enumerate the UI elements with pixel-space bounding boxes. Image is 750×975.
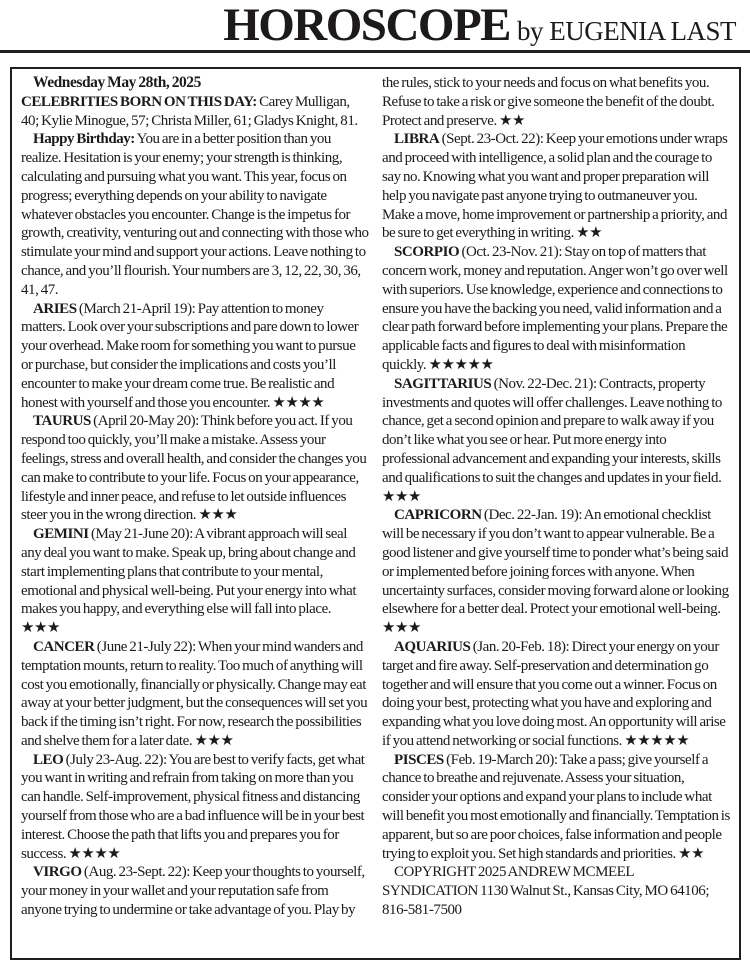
sign-name-capricorn: CAPRICORN [394, 507, 482, 524]
sign-libra [382, 130, 730, 243]
sign-pisces [382, 751, 730, 864]
virgo-text-left: (Aug. 23-Sept. 22): Keep your thoughts to yourself, your money in your wallet and your reputation safe from anyone trying to undermine or take advantage of you. Play by [21, 864, 365, 919]
page-title: HOROSCOPE [223, 0, 511, 51]
sign-aquarius [382, 638, 730, 751]
sign-text-scorpio: (Oct. 23-Nov. 21): Stay on top of matters that concern work, money and reputation. Anger won’t go over well with superiors. Use knowledge, experience and connections to ensure you have the backing you need, valid information and a clear path forward before implementing your plans. Prepare the applicable facts and figures to deal with misinformation quickly. ★★★★★ [382, 244, 728, 373]
virgo-text-right: the rules, stick to your needs and focus on what benefits you. Refuse to take a risk or give someone the benefit of the doubt. Protect and preserve. ★★ [382, 75, 715, 129]
sign-name-virgo: VIRGO [33, 864, 82, 881]
sign-leo [21, 751, 369, 864]
sign-name-aquarius: AQUARIUS [394, 638, 471, 655]
sign-text-aquarius: (Jan. 20-Feb. 18): Direct your energy on your target and fire away. Self-preservation and determination go together and will ensure that you come out a winner. Focus on doing your best, protecting what you have and exploring and expanding what you love doing most. An opportunity will arise if you attend networking or social functions. ★★★★★ [382, 638, 726, 749]
sign-name-scorpio: SCORPIO [394, 244, 460, 261]
sign-aries [21, 300, 369, 413]
content-box [10, 67, 741, 960]
sign-name-leo: LEO [33, 751, 64, 768]
birthday-paragraph [21, 130, 369, 299]
sign-name-libra: LIBRA [394, 131, 440, 148]
sign-name-cancer: CANCER [33, 638, 95, 655]
sign-name-gemini: GEMINI [33, 526, 89, 543]
byline: by EUGENIA LAST [517, 16, 736, 46]
sign-text-leo: (July 23-Aug. 22): You are best to verify facts, get what you want in writing and refrain from taking on more than you can handle. Self-improvement, physical fitness and distancing yourself from those who are a bad influence will be in your best interest. Choose the path that lifts you and prepares you for success. ★★★★ [21, 751, 365, 862]
sign-virgo [21, 863, 369, 919]
sign-name-aries: ARIES [33, 300, 77, 317]
celebrities-text: Carey Mulligan, 40; Kylie Minogue, 57; Christa Miller, 61; Gladys Knight, 81. [21, 93, 358, 129]
celebrities-paragraph [21, 93, 369, 131]
birthday-label: Happy Birthday: [33, 131, 135, 148]
sign-text-sagittarius: (Nov. 22-Dec. 21): Contracts, property investments and quotes will offer challenges. Leave nothing to chance, get a second opinion and prepare to walk away if you don’t like what you see or hear. Put more energy into professional advancement and expanding your interests, skills and qualifications to suit the changes and updates in your field. ★★★ [382, 375, 722, 505]
sign-text-libra: (Sept. 23-Oct. 22): Keep your emotions under wraps and proceed with intelligence, a solid plan and the courage to say no. Knowing what you want and proper preparation will help you navigate past anyone trying to outmaneuver you. Make a move, home improvement or partnership a priority, and be sure to get everything in writing. ★★ [382, 131, 728, 242]
sign-text-capricorn: (Dec. 22-Jan. 19): An emotional checklist will be necessary if you don’t want to appear vulnerable. Be a good listener and give yourself time to ponder what’s being said or implemented before joining forces with anyone. When uncertainty surfaces, consider moving forward alone or looking elsewhere for a better deal. Protect your emotional well-being. ★★★ [382, 507, 729, 637]
sign-name-pisces: PISCES [394, 751, 444, 768]
birthday-text: You are in a better position than you realize. Hesitation is your enemy; your strength is thinking, calculating and pursuing what you want. This year, focus on progress; everything depends on your ability to navigate whatever obstacles you encounter. Change is the impetus for growth, creativity, venturing out and connecting with those who stimulate your mind and support your actions. Leave nothing to chance, and you’ll flourish. Your numbers are 3, 12, 22, 30, 36, 41, 47. [21, 131, 369, 298]
sign-sagittarius [382, 375, 730, 507]
right-column [382, 74, 730, 954]
two-column-layout [21, 74, 730, 954]
sign-text-pisces: (Feb. 19-March 20): Take a pass; give yourself a chance to breathe and rejuvenate. Assess your situation, consider your options and expand your plans to include what will benefit you most emotionally and financially. Temptation is apparent, but so are poor choices, false information and people trying to exploit you. Set high standards and priorities. ★★ [382, 751, 730, 862]
sign-virgo-continuation [382, 74, 730, 130]
celebrities-label: CELEBRITIES BORN ON THIS DAY: [21, 93, 257, 110]
sign-capricorn [382, 506, 730, 638]
date-line: Wednesday May 28th, 2025 [33, 74, 201, 91]
sign-text-cancer: (June 21-July 22): When your mind wanders and temptation mounts, return to reality. Too much of anything will cost you emotionally, financially or physically. Change may eat away at your better judgment, but the consequences will set you back if the timing isn’t right. For now, research the possibilities and shelve them for a later date. ★★★ [21, 638, 368, 749]
sign-cancer [21, 638, 369, 751]
sign-taurus [21, 412, 369, 525]
copyright-line: COPYRIGHT 2025 ANDREW MCMEEL SYNDICATION 1130 Walnut St., Kansas City, MO 64106; 816-581-7500 [382, 864, 710, 919]
sign-scorpio [382, 243, 730, 375]
left-column [21, 74, 369, 954]
sign-name-taurus: TAURUS [33, 413, 91, 430]
sign-text-aries: (March 21-April 19): Pay attention to money matters. Look over your subscriptions and pare down to lower your overhead. Make room for something you want to pursue or purchase, but consider the implications and costs you’ll encounter to make your dream come true. Be realistic and honest with yourself and those you encounter. ★★★★ [21, 300, 359, 411]
sign-name-sagittarius: SAGITTARIUS [394, 375, 492, 392]
masthead [0, 0, 750, 50]
sign-text-taurus: (April 20-May 20): Think before you act. If you respond too quickly, you’ll make a mistake. Assess your feelings, stress and overall health, and consider the changes you can make to contribute to your life. Focus on your appearance, lifestyle and inner peace, and refuse to let outside influences steer you in the wrong direction. ★★★ [21, 413, 367, 524]
sign-gemini [21, 525, 369, 638]
sign-text-gemini: (May 21-June 20): A vibrant approach will seal any deal you want to make. Speak up, bring about change and start implementing plans that contribute to your mental, emotional and physical well-being. Put your energy into what makes you happy, and everything else will fall into place. ★★★ [21, 526, 357, 637]
